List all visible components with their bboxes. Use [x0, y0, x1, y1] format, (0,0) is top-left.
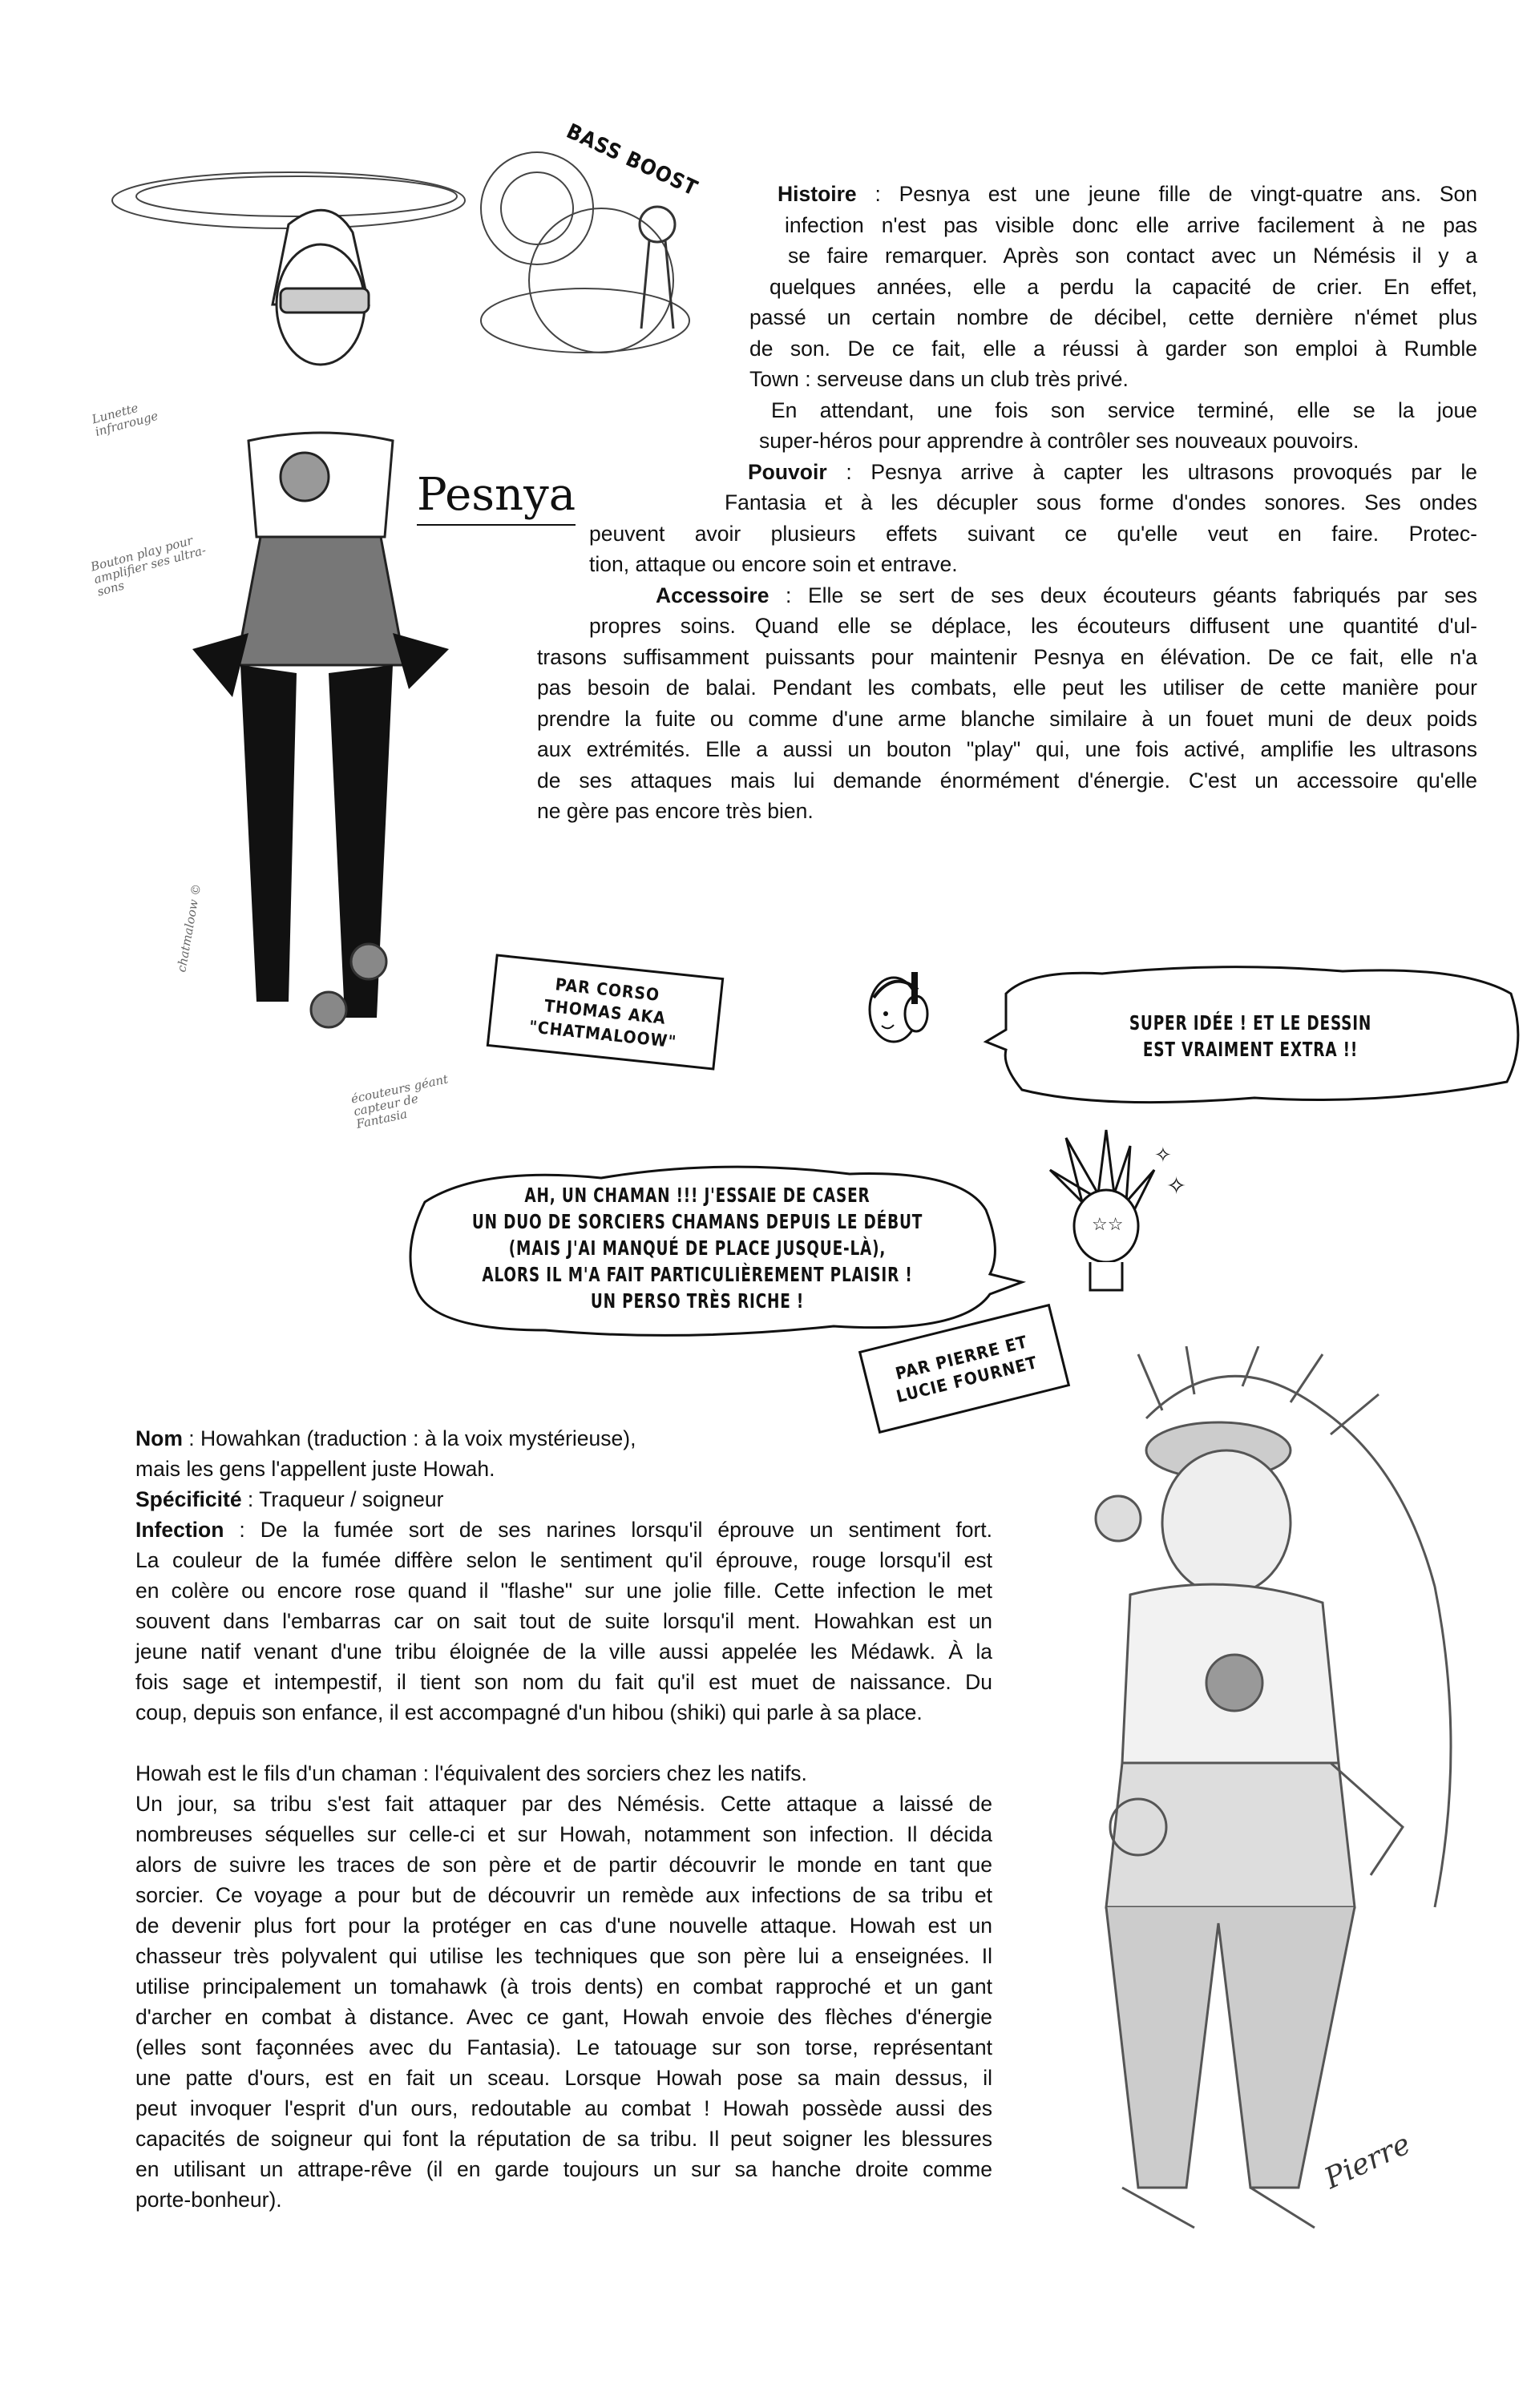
text-line	[748, 457, 1477, 487]
text-line	[135, 1758, 992, 1789]
text-line	[759, 426, 1477, 456]
text-line	[135, 1636, 992, 1667]
text-line	[135, 1423, 992, 1454]
text-line	[770, 272, 1477, 302]
field-text: : Elle se sert de ses deux écouteurs géants fabriqués par ses	[769, 583, 1477, 607]
text-line	[589, 549, 1477, 579]
svg-text:☆☆: ☆☆	[1092, 1214, 1124, 1234]
bubble-line: AH, UN CHAMAN !!! J'ESSAIE DE CASER	[524, 1184, 870, 1207]
text-line	[135, 1575, 992, 1606]
field-text: propres soins. Quand elle se déplace, les écouteurs diffusent une quantité d'ul-	[589, 614, 1477, 638]
text-line	[788, 240, 1477, 271]
annotation-headphones: écouteurs géant capteur de Fantasia	[349, 1071, 450, 1131]
text-line	[135, 1484, 992, 1515]
text-line	[135, 1880, 992, 1910]
text-line	[135, 1819, 992, 1849]
field-text: jeune natif venant d'une tribu éloignée de la ville aussi appelée les Médawk. À la	[135, 1640, 992, 1664]
field-text: mais les gens l'appellent juste Howah.	[135, 1457, 495, 1481]
field-text: coup, depuis son enfance, il est accompagné d'un hibou (shiki) qui parle à sa place.	[135, 1700, 923, 1724]
field-text: sorcier. Ce voyage a pour but de découvrir un remède aux infections de sa tribu et	[135, 1883, 992, 1907]
text-line	[135, 1515, 992, 1545]
field-text: : Traqueur / soigneur	[241, 1487, 444, 1511]
text-line	[135, 1941, 992, 1971]
field-text: : Howahkan (traduction : à la voix mystérieuse),	[182, 1426, 636, 1450]
field-label: Accessoire	[656, 583, 770, 607]
field-text: super-héros pour apprendre à contrôler ses nouveaux pouvoirs.	[759, 429, 1359, 453]
text-line	[135, 1545, 992, 1575]
bubble-line: EST VRAIMENT EXTRA !!	[1142, 1038, 1359, 1061]
field-text: La couleur de la fumée diffère selon le sentiment qu'il éprouve, rouge lorsqu'il est	[135, 1548, 992, 1572]
sound-effect-lettering: BASS BOOST	[562, 119, 702, 201]
bubble-chaman-text	[447, 1182, 947, 1314]
text-line	[537, 734, 1477, 764]
field-label: Histoire	[778, 182, 857, 206]
field-text: nombreuses séquelles sur celle-ci et sur Howah, notamment son infection. Il décida	[135, 1822, 992, 1846]
bubble-line: ALORS IL M'A FAIT PARTICULIÈREMENT PLAISIR !	[482, 1263, 913, 1286]
field-text: Howah est le fils d'un chaman : l'équivalent des sorciers chez les natifs.	[135, 1761, 807, 1785]
text-line	[537, 672, 1477, 703]
text-line	[135, 2154, 992, 2184]
text-line	[749, 333, 1477, 364]
field-text: ne gère pas encore très bien.	[537, 799, 814, 823]
bubble-line: UN DUO DE SORCIERS CHAMANS DEPUIS LE DÉBUT	[471, 1210, 923, 1233]
text-line	[135, 1910, 992, 1941]
field-label: Spécificité	[135, 1487, 242, 1511]
bubble-line: UN PERSO TRÈS RICHE !	[590, 1289, 805, 1313]
field-text: : Pesnya est une jeune fille de vingt-quatre ans. Son	[856, 182, 1477, 206]
text-line	[749, 364, 1477, 394]
field-text: de devenir plus fort pour la protéger en cas d'une nouvelle attaque. Howah est un	[135, 1914, 992, 1938]
field-text: en utilisant un attrape-rêve (il en garde toujours un sur sa hanche droite comme	[135, 2157, 992, 2181]
field-text: d'archer en combat à distance. Avec ce gant, Howah envoie des flèches d'énergie	[135, 2005, 992, 2029]
text-line	[135, 1849, 992, 1880]
field-text: En attendant, une fois son service terminé, elle se la joue	[771, 397, 1477, 422]
howah-signature: Pierre	[1319, 2128, 1416, 2196]
field-text: Un jour, sa tribu s'est fait attaquer par des Némésis. Cette attaque a laissé de	[135, 1792, 992, 1816]
field-text: de son. De ce fait, elle a réussi à garder son emploi à Rumble	[749, 336, 1477, 361]
text-line	[725, 487, 1477, 518]
field-text: trasons suffisamment puissants pour maintenir Pesnya en élévation. De ce fait, elle n'a	[537, 644, 1477, 669]
text-line	[135, 1971, 992, 2002]
field-text: quelques années, elle a perdu la capacité de crier. En effet,	[770, 274, 1477, 299]
text-line	[537, 642, 1477, 672]
field-text: utilise principalement un tomahawk (à trois dents) en combat rapproché et un gant	[135, 1974, 992, 1999]
text-line	[135, 2032, 992, 2063]
field-text: prendre la fuite ou comme d'une arme blanche similaire à un fouet muni de deux poids	[537, 706, 1477, 731]
field-text: peuvent avoir plusieurs effets suivant ce qu'elle veut en faire. Protec-	[589, 521, 1477, 546]
credit-corso-text: PAR CORSO THOMAS AKA "CHATMALOOW"	[527, 974, 678, 1052]
field-text: se faire remarquer. Après son contact avec un Némésis il y a	[788, 244, 1477, 268]
text-line	[135, 2184, 992, 2215]
text-line	[537, 765, 1477, 796]
text-line	[135, 1697, 992, 1728]
field-text: (elles sont façonnées avec du Fantasia). Le tatouage sur son torse, représentant	[135, 2035, 992, 2059]
text-line	[589, 518, 1477, 549]
text-line	[135, 2002, 992, 2032]
text-line	[778, 179, 1477, 209]
text-line	[135, 2093, 992, 2124]
bubble-line: (MAIS J'AI MANQUÉ DE PLACE JUSQUE-LÀ),	[508, 1236, 887, 1260]
credit-pierre-text: PAR PIERRE ET LUCIE FOURNET	[893, 1332, 1040, 1407]
text-line	[771, 395, 1477, 426]
svg-text:✧: ✧	[1166, 1173, 1187, 1200]
text-line	[135, 1789, 992, 1819]
field-text: capacités de soigneur qui font la réputation de sa tribu. Il peut soigner les blessures	[135, 2127, 992, 2151]
editor-avatar-headdress	[1034, 1122, 1194, 1306]
field-text: souvent dans l'embarras car on sait tout de suite lorsqu'il ment. Howahkan est un	[135, 1609, 992, 1633]
text-line	[135, 1606, 992, 1636]
field-text: infection n'est pas visible donc elle arrive facilement à ne pas	[785, 212, 1477, 237]
editor-avatar-headphones	[862, 966, 934, 1054]
artist-signature: chatmaloow ©	[174, 882, 204, 974]
field-text: peut invoquer l'esprit d'un ours, redoutable au combat ! Howah possède aussi des	[135, 2096, 992, 2120]
field-text: passé un certain nombre de décibel, cette dernière n'émet plus	[749, 305, 1477, 329]
field-label: Pouvoir	[748, 459, 827, 484]
field-text: fois sage et intempestif, il tient son nom du fait qu'il est muet de naissance. Du	[135, 1670, 992, 1694]
field-text: : De la fumée sort de ses narines lorsqu'il éprouve un sentiment fort.	[224, 1518, 992, 1542]
field-text: une patte d'ours, est en fait un sceau. Lorsque Howah pose sa main dessus, il	[135, 2066, 992, 2090]
field-label: Infection	[135, 1518, 224, 1542]
field-text: aux extrémités. Elle a aussi un bouton "play" qui, une fois activé, amplifie les ultrasons	[537, 737, 1477, 761]
field-text: en colère ou encore rose quand il "flashe" sur une jolie fille. Cette infection le met	[135, 1579, 992, 1603]
field-text: tion, attaque ou encore soin et entrave.	[589, 552, 958, 576]
field-text: porte-bonheur).	[135, 2188, 282, 2212]
text-line	[785, 210, 1477, 240]
field-text: chasseur très polyvalent qui utilise les techniques que son père lui a enseignées. Il	[135, 1944, 992, 1968]
annotation-glasses: Lunette infrarouge	[90, 400, 160, 439]
annotation-play-button: Bouton play pour amplifier ses ultra-sons	[89, 533, 208, 599]
text-line	[135, 2063, 992, 2093]
character-name-lettering: Pesnya	[417, 469, 576, 526]
bubble-line: SUPER IDÉE ! ET LE DESSIN	[1129, 1011, 1372, 1035]
field-text: Town : serveuse dans un club très privé.	[749, 367, 1129, 391]
field-text: Fantasia et à les décupler sous forme d'ondes sonores. Ses ondes	[725, 490, 1477, 514]
bubble-super-idee-text	[1080, 1010, 1421, 1063]
field-label: Nom	[135, 1426, 183, 1450]
text-line	[537, 704, 1477, 734]
field-text: de ses attaques mais lui demande énormément d'énergie. C'est un accessoire qu'elle	[537, 768, 1477, 793]
text-line	[656, 580, 1477, 611]
text-line	[135, 1667, 992, 1697]
svg-text:✧: ✧	[1154, 1143, 1172, 1167]
text-line	[135, 2124, 992, 2154]
howah-illustration	[986, 1346, 1507, 2380]
field-text: pas besoin de balai. Pendant les combats, elle peut les utiliser de cette manière pour	[537, 676, 1477, 700]
field-text: alors de suivre les traces de son père et de partir découvrir le monde en tant que	[135, 1853, 992, 1877]
text-line	[589, 611, 1477, 641]
field-text: : Pesnya arrive à capter les ultrasons provoqués par le	[826, 459, 1477, 484]
text-line	[749, 302, 1477, 333]
text-line	[135, 1454, 992, 1484]
text-line	[537, 796, 1477, 826]
